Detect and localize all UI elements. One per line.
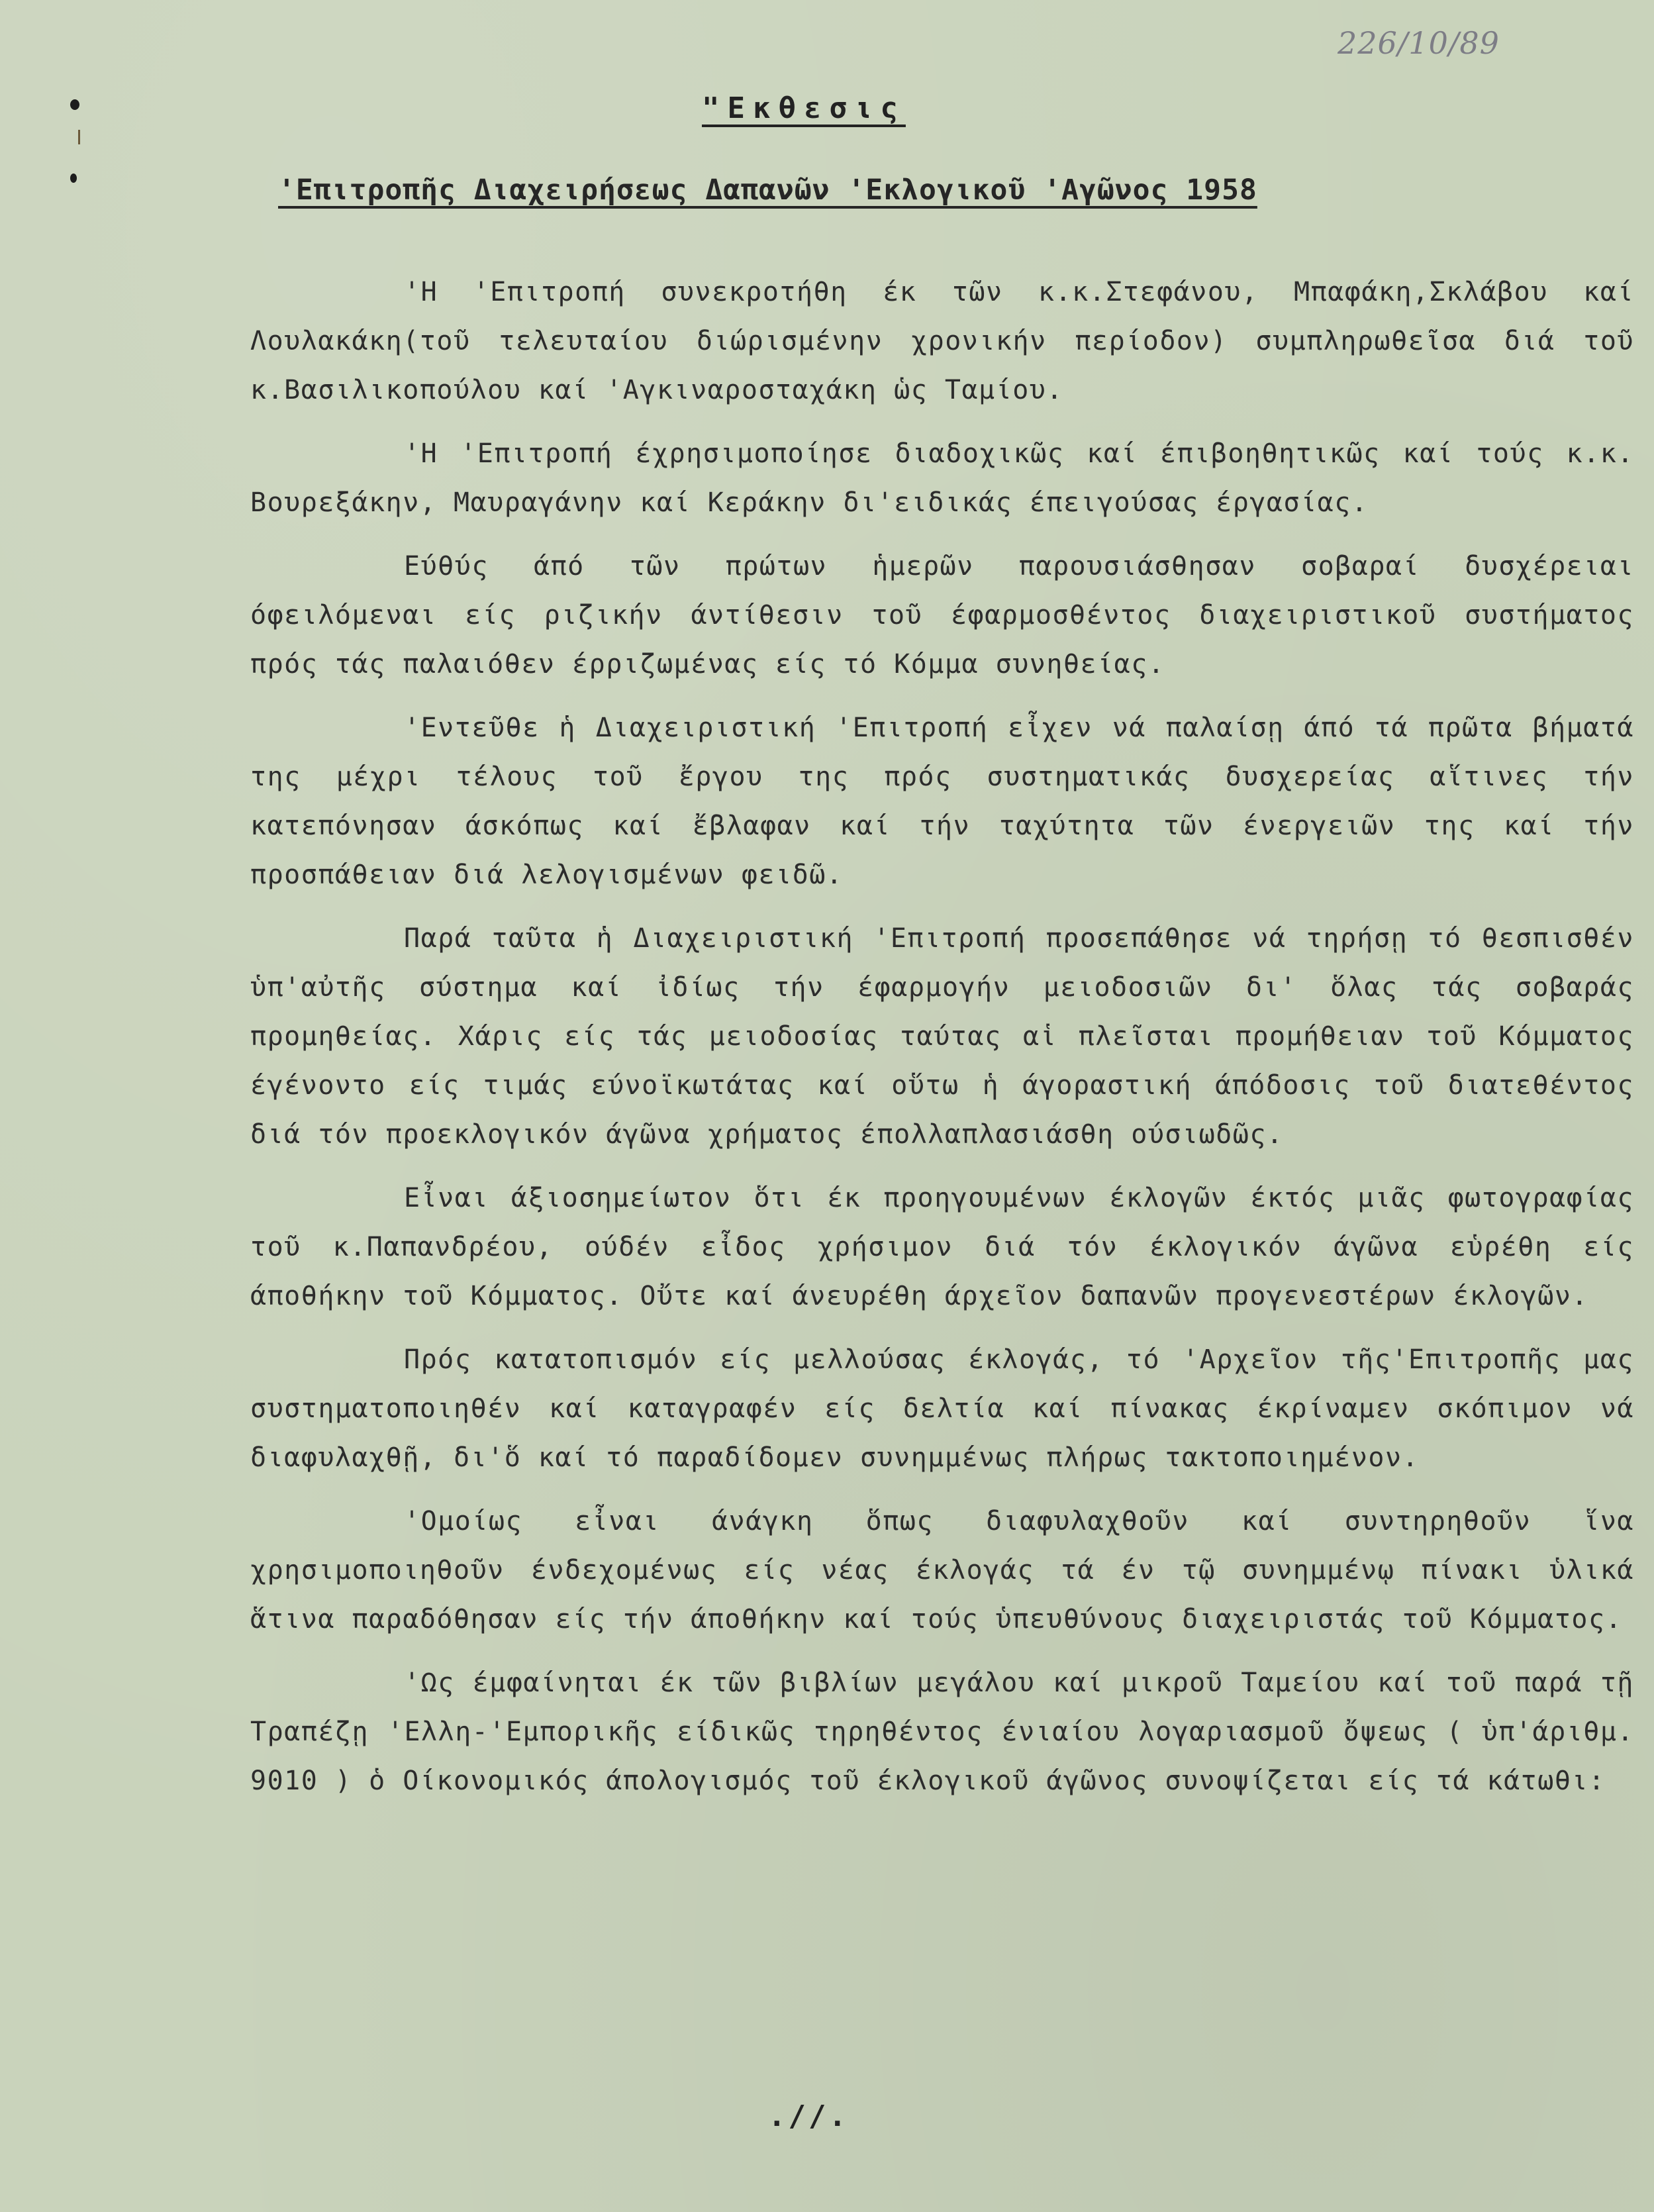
paragraph: 'Εντεῦθε ἡ Διαχειριστική 'Επιτροπή εἶχεν νά παλαίσῃ άπό τά πρῶτα βήματά της μέχρι τέλους τοῦ ἔργου της πρός συστηματικάς δυσχερείας αἵτινες τήν κατεπόνησαν άσκόπως καί ἔβλαφαν καί τήν ταχύτητα τῶν ένεργειῶν της καί τήν προσπάθειαν διά λελογισμένων φειδῶ.: [250, 713, 1634, 890]
punch-hole-top: [70, 99, 79, 110]
paragraph: 'Η 'Επιτροπή έχρησιμοποίησε διαδοχικῶς καί έπιβοηθητικῶς καί τούς κ.κ. Βουρεξάκην, Μαυραγάνην καί Κεράκην δι'ειδικάς έπειγούσας έργασίας.: [250, 438, 1634, 518]
paragraph: Πρός κατατοπισμόν είς μελλούσας έκλογάς, τό 'Αρχεῖον τῆς'Επιτροπῆς μας συστηματοποιηθέν καί καταγραφέν είς δελτία καί πίνακας έκρίναμεν σκόπιμον νά διαφυλαχθῇ, δι'ὅ καί τό παραδίδομεν συνημμένως πλήρως τακτοποιημένον.: [250, 1344, 1634, 1473]
paragraph: 'Ως έμφαίνηται έκ τῶν βιβλίων μεγάλου καί μικροῦ Ταμείου καί τοῦ παρά τῇ Τραπέζῃ 'Ελλη-'Εμπορικῆς είδικῶς τηρηθέντος ένιαίου λογαριασμοῦ ὄψεως ( ὑπ'άριθμ. 9010 ) ὁ Οίκονομικός άπολογισμός τοῦ έκλογικοῦ άγῶνος συνοψίζεται είς τά κάτωθι:: [250, 1668, 1634, 1796]
paragraph: 'Η 'Επιτροπή συνεκροτήθη έκ τῶν κ.κ.Στεφάνου, Μπαφάκη,Σκλάβου καί Λουλακάκη(τοῦ τελευταίου διώρισμένην χρονικήν περίοδον) συμπληρωθεῖσα διά τοῦ κ.Βασιλικοπούλου καί 'Αγκιναροσταχάκη ὡς Ταμίου.: [250, 277, 1634, 405]
paragraph: Εἶναι άξιοσημείωτον ὅτι έκ προηγουμένων έκλογῶν έκτός μιᾶς φωτογραφίας τοῦ κ.Παπανδρέου, ούδέν εἶδος χρήσιμον διά τόν έκλογικόν άγῶνα εὑρέθη είς άποθήκην τοῦ Κόμματος. Οὔτε καί άνευρέθη άρχεῖον δαπανῶν προγενεστέρων έκλογῶν.: [250, 1183, 1634, 1311]
margin-mark: [78, 130, 80, 144]
document-subtitle: 'Επιτροπῆς Διαχειρήσεως Δαπανῶν 'Εκλογικοῦ 'Αγῶνος 1958: [278, 174, 1257, 207]
punch-hole-middle: [70, 174, 77, 183]
paragraph: Παρά ταῦτα ἡ Διαχειριστική 'Επιτροπή προσεπάθησε νά τηρήσῃ τό θεσπισθέν ὑπ'αὐτῆς σύστημα καί ἰδίως τήν έφαρμογήν μειοδοσιῶν δι' ὅλας τάς σοβαράς προμηθείας. Χάρις είς τάς μειοδοσίας ταύτας αἱ πλεῖσται προμήθειαν τοῦ Κόμματος έγένοντο είς τιμάς εύνοϊκωτάτας καί οὕτω ἡ άγοραστική άπόδοσις τοῦ διατεθέντος διά τόν προεκλογικόν άγῶνα χρήματος έπολλαπλασιάσθη ούσιωδῶς.: [250, 923, 1634, 1150]
document-title: "Εκθεσις: [702, 91, 906, 125]
paragraph: 'Ομοίως εἶναι άνάγκη ὅπως διαφυλαχθοῦν καί συντηρηθοῦν ἵνα χρησιμοποιηθοῦν ένδεχομένως είς νέας έκλογάς τά έν τῷ συνημμένῳ πίνακι ὑλικά ἅτινα παραδόθησαν είς τήν άποθήκην καί τούς ὑπευθύνους διαχειριστάς τοῦ Κόμματος.: [250, 1506, 1634, 1634]
body-text: [250, 268, 1634, 1820]
continuation-mark: .//.: [768, 2099, 849, 2133]
handwritten-archive-reference: 226/10/89: [1338, 25, 1500, 61]
paragraph: Εύθύς άπό τῶν πρώτων ἡμερῶν παρουσιάσθησαν σοβαραί δυσχέρειαι όφειλόμεναι είς ριζικήν άντίθεσιν τοῦ έφαρμοσθέντος διαχειριστικοῦ συστήματος πρός τάς παλαιόθεν έρριζωμένας είς τό Κόμμα συνηθείας.: [250, 551, 1634, 679]
